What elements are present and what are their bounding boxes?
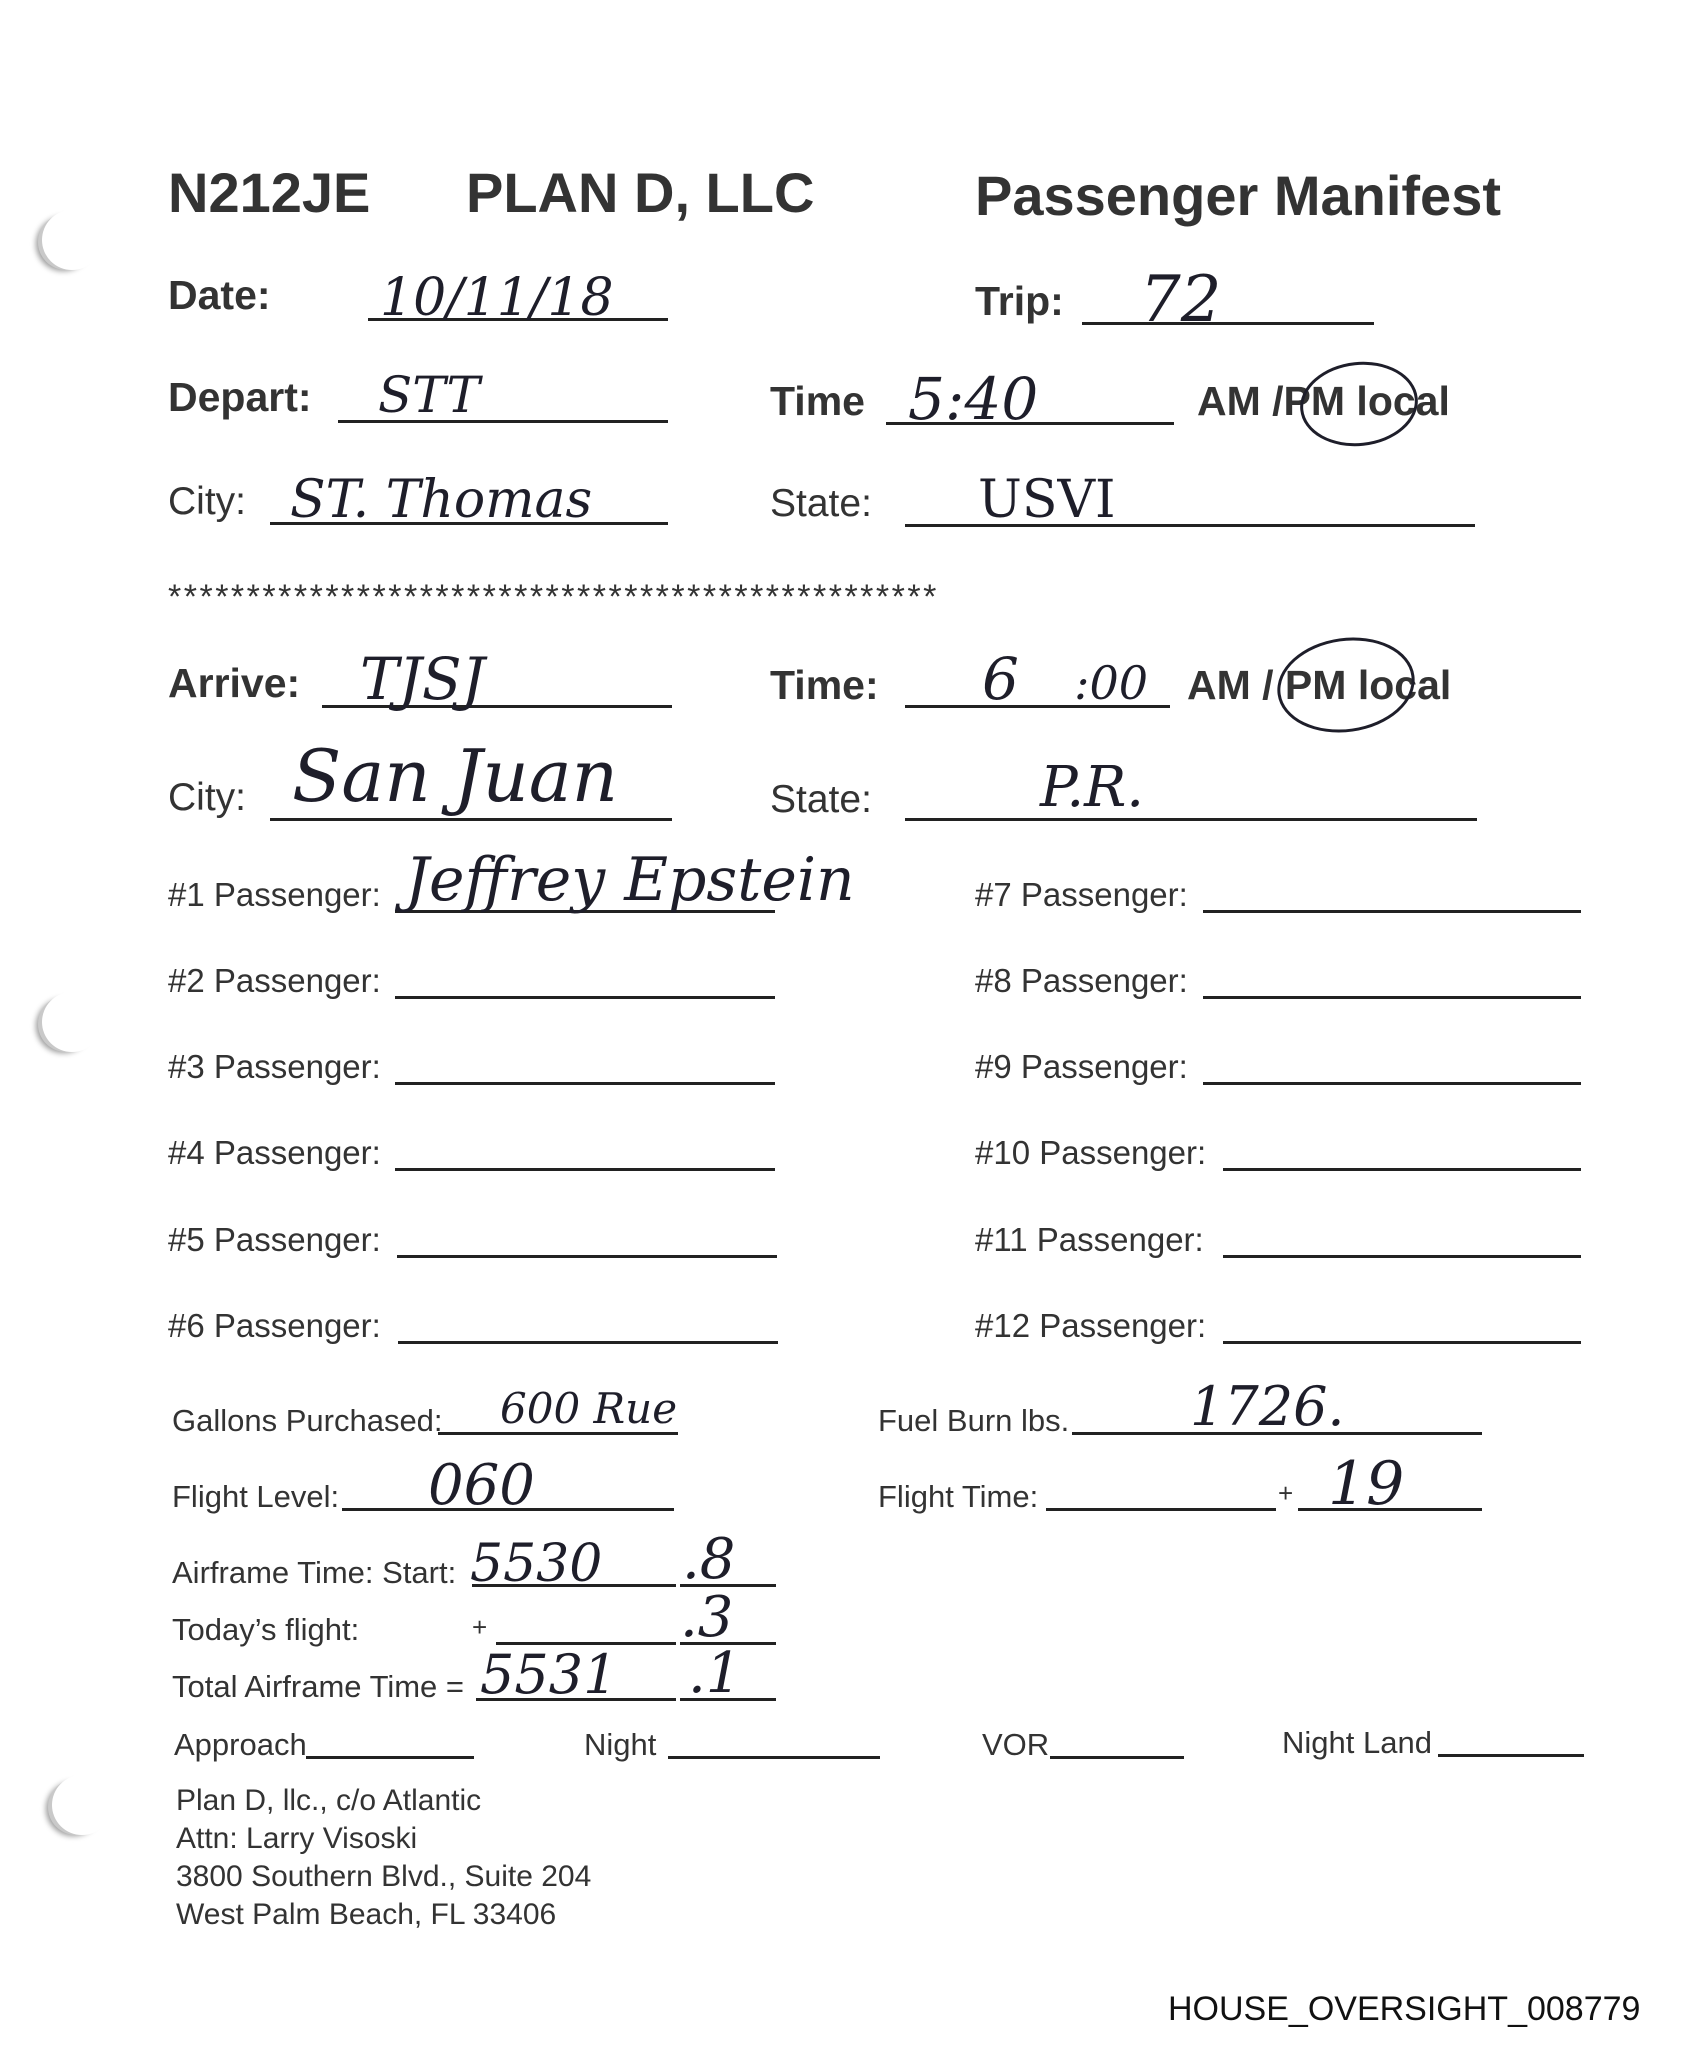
- trip-line: [1082, 322, 1374, 325]
- passenger-2-label: #2 Passenger:: [168, 962, 381, 999]
- flight-time-line-1: [1046, 1508, 1276, 1511]
- passenger-8-label: #8 Passenger:: [975, 962, 1188, 999]
- night-label: Night: [584, 1727, 657, 1762]
- passenger-4-line: [395, 1168, 775, 1171]
- passenger-8-line: [1203, 996, 1581, 999]
- trip-label: Trip:: [975, 278, 1064, 324]
- address-line-4: West Palm Beach, FL 33406: [176, 1898, 557, 1931]
- approach-line: [306, 1756, 474, 1759]
- flight-time-label: Flight Time:: [878, 1479, 1039, 1514]
- arrive-state-value: P.R.: [1040, 755, 1145, 820]
- depart-time-label: Time: [770, 378, 865, 424]
- flight-time-plus: +: [1278, 1478, 1294, 1508]
- airframe-start-label: Airframe Time: Start:: [172, 1555, 457, 1590]
- night-land-label: Night Land: [1282, 1725, 1432, 1760]
- separator-asterisks: *************************************************: [168, 578, 939, 616]
- passenger-10-label: #10 Passenger:: [975, 1134, 1207, 1171]
- passenger-3-label: #3 Passenger:: [168, 1048, 381, 1085]
- flight-time-value: 19: [1328, 1449, 1405, 1519]
- depart-city-label: City:: [168, 480, 246, 523]
- passenger-1-label: #1 Passenger:: [168, 876, 381, 913]
- passenger-12-line: [1223, 1341, 1581, 1344]
- binder-hole-top: [42, 210, 102, 270]
- arrive-city-value: San Juan: [292, 734, 619, 818]
- vor-line: [1050, 1756, 1184, 1759]
- passenger-12-label: #12 Passenger:: [975, 1307, 1207, 1344]
- approach-label: Approach: [174, 1727, 307, 1762]
- passenger-11-label: #11 Passenger:: [975, 1221, 1204, 1258]
- total-airframe-value: 5531: [480, 1643, 618, 1706]
- vor-label: VOR: [982, 1727, 1050, 1762]
- passenger-9-label: #9 Passenger:: [975, 1048, 1188, 1085]
- address-line-1: Plan D, llc., c/o Atlantic: [176, 1784, 482, 1817]
- passenger-6-line: [398, 1341, 778, 1344]
- passenger-11-line: [1223, 1255, 1581, 1258]
- fuel-burn-label: Fuel Burn lbs.: [878, 1403, 1070, 1438]
- trip-value: 72: [1140, 263, 1222, 337]
- todays-flight-value: .3: [680, 1585, 734, 1650]
- depart-label: Depart:: [168, 374, 312, 420]
- arrive-state-line: [905, 818, 1477, 821]
- tail-number: N212JE: [168, 161, 371, 224]
- passenger-5-label: #5 Passenger:: [168, 1221, 381, 1258]
- passenger-7-label: #7 Passenger:: [975, 876, 1188, 913]
- depart-state-value: USVI: [978, 470, 1116, 530]
- binder-hole-bottom: [52, 1775, 112, 1835]
- depart-pm-circle: [1296, 356, 1422, 452]
- arrive-label: Arrive:: [168, 660, 301, 706]
- address-line-3: 3800 Southern Blvd., Suite 204: [176, 1860, 592, 1893]
- arrive-value: TJSJ: [360, 645, 485, 713]
- passenger-6-label: #6 Passenger:: [168, 1307, 381, 1344]
- arrive-time-hour: 6: [982, 645, 1019, 713]
- passenger-4-label: #4 Passenger:: [168, 1134, 381, 1171]
- bates-number: HOUSE_OVERSIGHT_008779: [1168, 1990, 1641, 2028]
- depart-time-value: 5:40: [908, 365, 1039, 433]
- gallons-value: 600 Rue: [500, 1384, 678, 1433]
- address-line-2: Attn: Larry Visoski: [176, 1822, 418, 1855]
- date-value: 10/11/18: [380, 268, 614, 328]
- depart-state-label: State:: [770, 482, 872, 525]
- passenger-10-line: [1223, 1168, 1581, 1171]
- arrive-time-minutes: :00: [1074, 656, 1149, 710]
- page-title: Passenger Manifest: [975, 164, 1501, 227]
- passenger-3-line: [395, 1082, 775, 1085]
- arrive-state-label: State:: [770, 778, 872, 821]
- total-airframe-label: Total Airframe Time =: [172, 1669, 465, 1704]
- depart-ampm-label: AM /PM local: [1197, 378, 1450, 424]
- passenger-9-line: [1203, 1082, 1581, 1085]
- depart-city-value: ST. Thomas: [290, 470, 593, 530]
- passenger-5-line: [397, 1255, 777, 1258]
- arrive-city-line: [270, 818, 672, 821]
- depart-value: STT: [378, 366, 480, 424]
- night-land-line: [1438, 1754, 1584, 1757]
- todays-flight-plus: +: [472, 1612, 488, 1642]
- total-airframe-decimal: .1: [688, 1641, 742, 1706]
- arrive-city-label: City:: [168, 776, 246, 819]
- binder-hole-middle: [42, 992, 102, 1052]
- passenger-2-line: [395, 996, 775, 999]
- passenger-1-value: Jeffrey Epstein: [405, 845, 855, 915]
- flight-level-label: Flight Level:: [172, 1479, 340, 1514]
- todays-flight-label: Today’s flight:: [172, 1612, 360, 1647]
- fuel-burn-value: 1726.: [1190, 1375, 1345, 1438]
- night-line: [668, 1756, 880, 1759]
- arrive-pm-circle: [1271, 629, 1421, 741]
- airframe-start-decimal: .8: [682, 1527, 736, 1592]
- gallons-label: Gallons Purchased:: [172, 1403, 443, 1438]
- arrive-ampm-label: AM / PM local: [1187, 662, 1452, 708]
- arrive-time-label: Time:: [770, 662, 879, 708]
- company-name: PLAN D, LLC: [466, 161, 815, 224]
- flight-level-value: 060: [428, 1453, 535, 1518]
- date-label: Date:: [168, 272, 271, 318]
- passenger-7-line: [1203, 910, 1581, 913]
- airframe-start-value: 5530: [470, 1534, 603, 1594]
